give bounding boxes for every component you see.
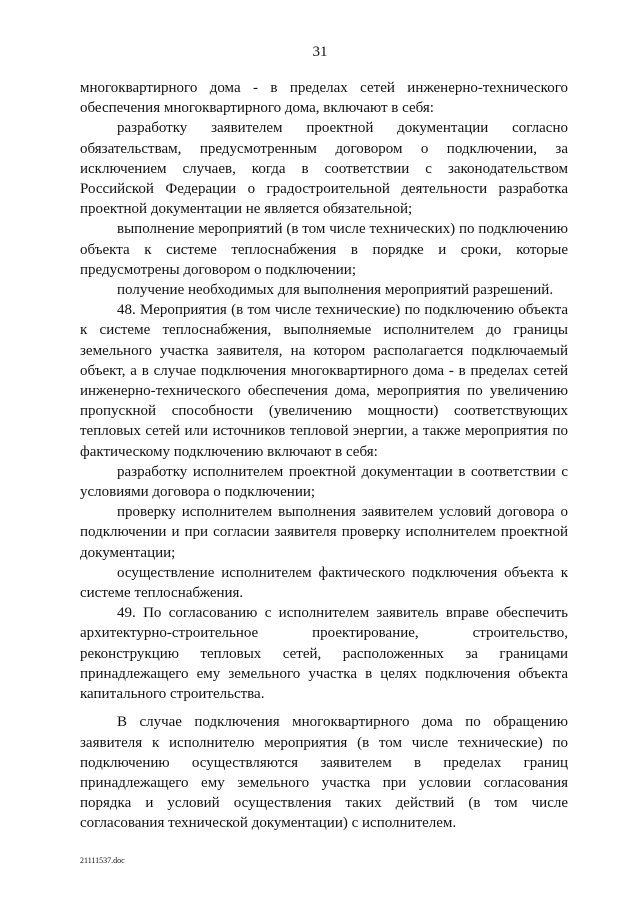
- paragraph: разработку исполнителем проектной документации в соответствии с условиями договора о подключении;: [80, 463, 568, 501]
- paragraph: выполнение мероприятий (в том числе технических) по подключению объекта к системе теплоснабжения в порядке и сроки, которые предусмотрены договором о подключении;: [80, 221, 568, 278]
- paragraph: 48. Мероприятия (в том числе технические) по подключению объекта к системе теплоснабжения, выполняемые исполнителем до границы земельного участка заявителя, на котором располагается подключаемый объект, а в случае подключения многоквартирного дома - в пределах сетей инженерно-технического обеспечения дома, мероприятия по увеличению пропускной способности (увеличению мощности) соответствующих тепловых сетей или источников тепловой энергии, а также мероприятия по фактическому подключению включают в себя:: [80, 302, 568, 460]
- paragraph: В случае подключения многоквартирного дома по обращению заявителя к исполнителю мероприятия (в том числе технические) по подключению осуществляются заявителем в пределах границ принадлежащего ему земельного участка при условии согласования порядка и условий осуществления таких действий (в том числе согласования технической документации) с исполнителем.: [80, 714, 568, 832]
- document-body: [80, 78, 568, 834]
- paragraph: проверку исполнителем выполнения заявителем условий договора о подключении и при согласии заявителя проверку исполнителем проектной документации;: [80, 504, 568, 561]
- paragraph: 49. По согласованию с исполнителем заявитель вправе обеспечить архитектурно-строительное проектирование, строительство, реконструкцию тепловых сетей, расположенных за границами принадлежащего ему земельного участка в целях подключения объекта капитального строительства.: [80, 605, 568, 703]
- paragraph: осуществление исполнителем фактического подключения объекта к системе теплоснабжения.: [80, 564, 568, 602]
- paragraph: разработку заявителем проектной документации согласно обязательствам, предусмотренным договором о подключении, за исключением случаев, когда в соответствии с законодательством Российской Федерации о градостроительной деятельности разработка проектной документации не является обязательной;: [80, 120, 568, 218]
- page-number: 31: [312, 44, 328, 60]
- paragraph: многоквартирного дома - в пределах сетей инженерно-технического обеспечения многоквартирного дома, включают в себя:: [80, 80, 568, 117]
- file-name-footer: 21111537.doc: [80, 856, 125, 865]
- paragraph: получение необходимых для выполнения мероприятий разрешений.: [117, 282, 554, 299]
